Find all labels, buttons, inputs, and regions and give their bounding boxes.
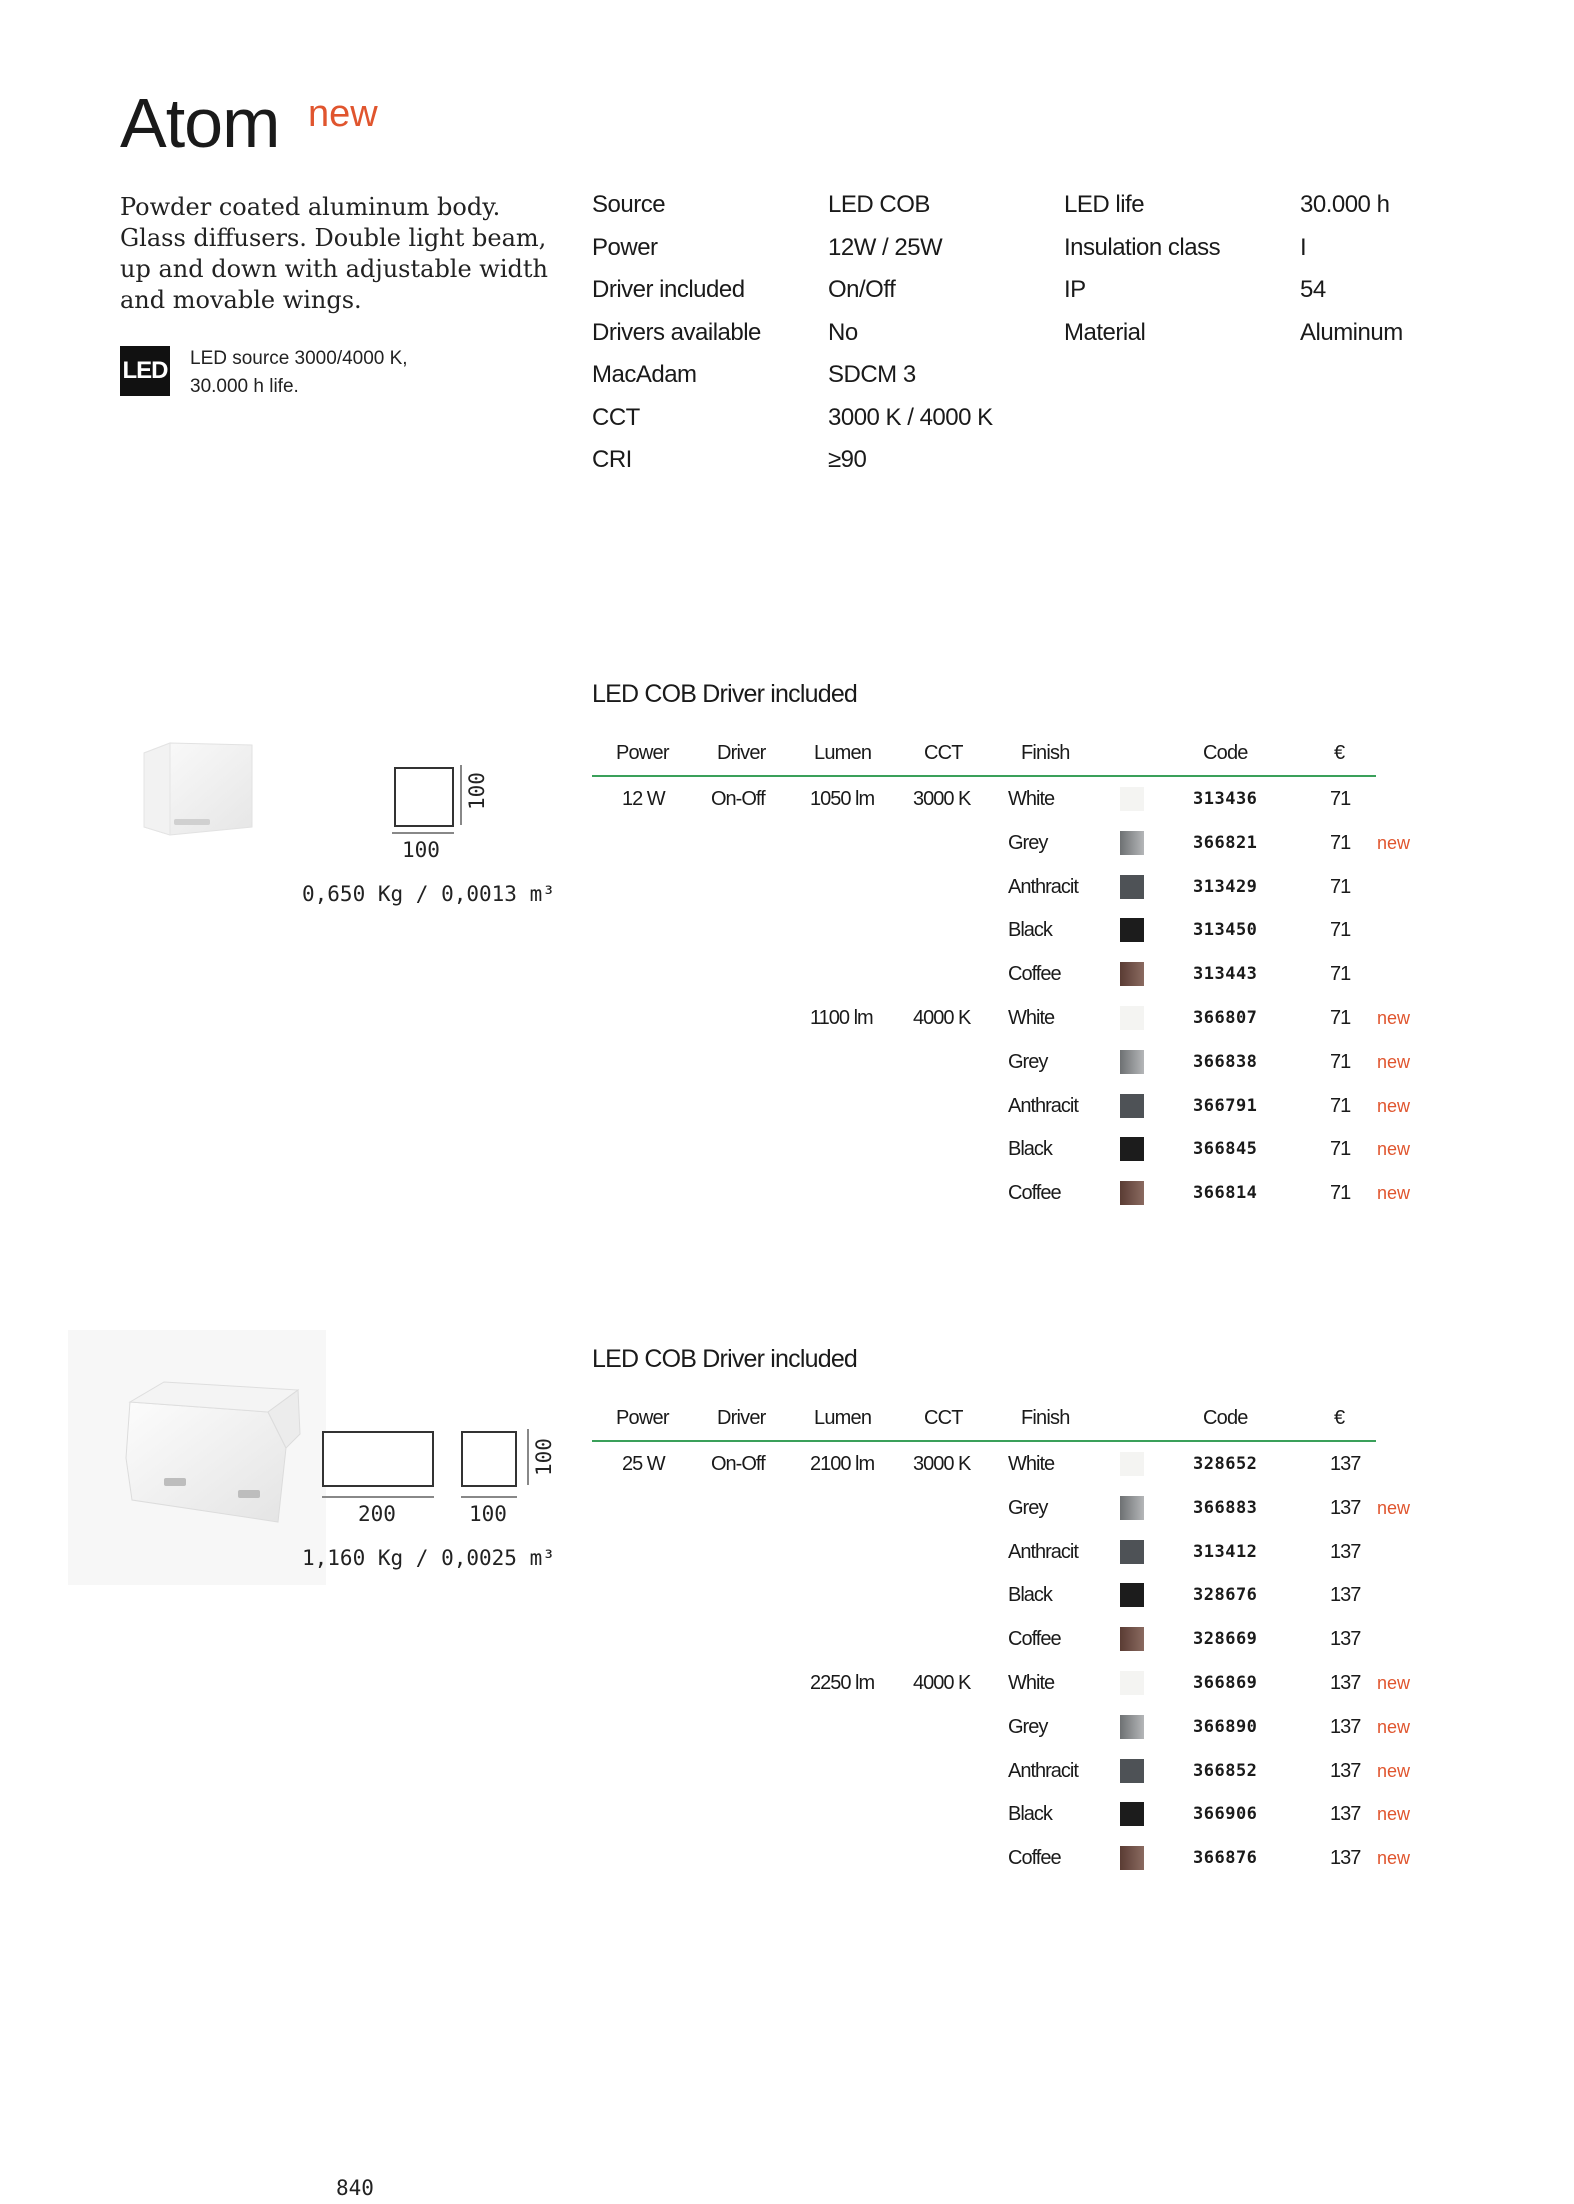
finish-name: White: [1008, 788, 1055, 810]
page-number: 840: [336, 2176, 374, 2200]
dimension-front-view: [322, 1431, 434, 1487]
column-header-cct: CCT: [924, 742, 963, 764]
new-badge: new: [1377, 1095, 1411, 1116]
cct-value: 4000 K: [913, 1007, 971, 1029]
finish-name: Black: [1008, 1584, 1052, 1607]
spec-label: LED life: [1064, 191, 1145, 218]
dimension-depth: 100: [469, 1502, 507, 1526]
finish-swatch: [1120, 1137, 1144, 1161]
spec-value: On/Off: [828, 276, 896, 303]
price-value: 71: [1330, 1182, 1351, 1205]
finish-name: Coffee: [1008, 963, 1061, 986]
finish-name: White: [1008, 1672, 1055, 1694]
finish-swatch: [1120, 1846, 1144, 1870]
finish-swatch: [1120, 962, 1144, 986]
driver-value: On-Off: [711, 1453, 765, 1475]
dimension-height: 100: [465, 772, 489, 810]
product-code: 366869: [1193, 1673, 1258, 1693]
led-icon: LED: [120, 346, 170, 396]
column-header-code: Code: [1203, 742, 1248, 764]
weight-volume: 0,650 Kg / 0,0013 m³: [302, 882, 555, 906]
dimension-line-height: [527, 1429, 529, 1485]
finish-name: Coffee: [1008, 1182, 1061, 1205]
lumen-value: 2250 lm: [810, 1672, 875, 1694]
cct-value: 3000 K: [913, 788, 971, 810]
product-code: 313429: [1193, 876, 1258, 897]
finish-swatch: [1120, 1715, 1144, 1739]
product-code: 366814: [1193, 1183, 1258, 1204]
price-value: 71: [1330, 963, 1351, 986]
product-code: 366883: [1193, 1497, 1258, 1518]
spec-label: MacAdam: [592, 361, 697, 388]
lumen-value: 1100 lm: [810, 1007, 873, 1029]
column-header-price: €: [1334, 1407, 1345, 1429]
column-header-driver: Driver: [717, 742, 766, 764]
product-code: 328669: [1193, 1629, 1258, 1650]
new-badge: new: [1377, 1183, 1411, 1204]
finish-name: Anthracit: [1008, 1540, 1078, 1563]
spec-value: LED COB: [828, 191, 930, 218]
new-badge: new: [1377, 1008, 1411, 1028]
column-header-price: €: [1334, 742, 1345, 764]
product-description: Powder coated aluminum body. Glass diffusers. Double light beam, up and down with adjustable width and movable wings.: [120, 193, 548, 314]
product-code: 313436: [1193, 789, 1258, 809]
price-value: 137: [1330, 1496, 1361, 1519]
dimension-line-width: [322, 1496, 434, 1498]
power-value: 25 W: [622, 1453, 665, 1475]
finish-swatch: [1120, 1094, 1144, 1118]
product-code: 366821: [1193, 832, 1258, 853]
column-header-power: Power: [616, 1407, 669, 1429]
spec-label: IP: [1064, 276, 1086, 303]
finish-swatch: [1120, 787, 1144, 811]
product-code: 366838: [1193, 1051, 1258, 1072]
price-value: 137: [1330, 1715, 1361, 1738]
spec-value: 30.000 h: [1300, 191, 1390, 218]
dimension-height: 100: [532, 1438, 556, 1476]
finish-swatch: [1120, 1050, 1144, 1074]
column-header-lumen: Lumen: [814, 1407, 872, 1429]
product-title: Atom: [120, 84, 280, 162]
finish-swatch: [1120, 1181, 1144, 1205]
cct-value: 4000 K: [913, 1672, 971, 1694]
product-code: 366906: [1193, 1804, 1258, 1825]
finish-name: Black: [1008, 1138, 1052, 1161]
spec-value: 12W / 25W: [828, 233, 943, 261]
finish-name: Grey: [1008, 831, 1048, 854]
new-badge: new: [1377, 1673, 1411, 1693]
dimension-line-width: [392, 832, 454, 834]
finish-name: Black: [1008, 1803, 1052, 1826]
dimension-side-view: [461, 1431, 517, 1487]
new-badge: new: [1377, 1848, 1411, 1869]
product-code: 366845: [1193, 1139, 1258, 1160]
price-value: 137: [1330, 1672, 1361, 1694]
price-value: 71: [1330, 788, 1351, 810]
product-code: 313443: [1193, 964, 1258, 985]
finish-swatch: [1120, 1583, 1144, 1607]
dimension-line-height: [460, 765, 462, 825]
spec-label: CRI: [592, 446, 632, 473]
new-badge: new: [1377, 1804, 1411, 1825]
column-header-driver: Driver: [717, 1407, 766, 1429]
product-image-large: [68, 1330, 326, 1585]
product-code: 366807: [1193, 1008, 1258, 1028]
price-value: 71: [1330, 875, 1351, 898]
finish-swatch: [1120, 1452, 1144, 1476]
driver-value: On-Off: [711, 788, 765, 810]
new-badge: new: [1377, 1760, 1411, 1781]
spec-label: Material: [1064, 318, 1146, 346]
power-value: 12 W: [622, 788, 665, 810]
product-code: 366890: [1193, 1716, 1258, 1737]
finish-swatch: [1120, 1759, 1144, 1783]
spec-label: Source: [592, 191, 666, 218]
price-value: 71: [1330, 1050, 1351, 1073]
spec-label: Driver included: [592, 276, 745, 303]
new-badge: new: [1377, 1051, 1411, 1072]
price-value: 71: [1330, 919, 1351, 942]
finish-name: Grey: [1008, 1715, 1048, 1738]
finish-name: Anthracit: [1008, 875, 1078, 898]
led-note-line1: LED source 3000/4000 K,: [190, 348, 408, 369]
price-value: 71: [1330, 1007, 1351, 1029]
finish-swatch: [1120, 875, 1144, 899]
header-rule: [592, 775, 1376, 777]
finish-name: Black: [1008, 919, 1052, 942]
dimension-line-depth: [461, 1496, 517, 1498]
price-value: 71: [1330, 831, 1351, 854]
product-code: 328652: [1193, 1454, 1258, 1474]
new-badge: new: [1377, 832, 1411, 853]
price-value: 137: [1330, 1584, 1361, 1607]
weight-volume: 1,160 Kg / 0,0025 m³: [302, 1546, 555, 1570]
price-value: 137: [1330, 1628, 1361, 1651]
column-header-lumen: Lumen: [814, 742, 872, 764]
finish-swatch: [1120, 918, 1144, 942]
price-value: 137: [1330, 1803, 1361, 1826]
spec-value: 54: [1300, 276, 1326, 303]
finish-name: Grey: [1008, 1050, 1048, 1073]
finish-name: Coffee: [1008, 1628, 1061, 1651]
new-badge: new: [1377, 1497, 1411, 1518]
finish-name: White: [1008, 1453, 1055, 1475]
spec-label: Drivers available: [592, 318, 761, 346]
dimension-width: 200: [358, 1502, 396, 1526]
spec-value: ≥90: [828, 446, 867, 473]
product-code: 366852: [1193, 1760, 1258, 1781]
finish-swatch: [1120, 1006, 1144, 1030]
spec-label: Insulation class: [1064, 233, 1221, 261]
led-note-line2: 30.000 h life.: [190, 376, 299, 397]
finish-swatch: [1120, 1671, 1144, 1695]
finish-swatch: [1120, 1496, 1144, 1520]
price-value: 71: [1330, 1138, 1351, 1161]
finish-swatch: [1120, 1540, 1144, 1564]
price-value: 71: [1330, 1094, 1351, 1117]
dimension-front-view: [394, 767, 454, 827]
section-title: LED COB Driver included: [592, 1345, 858, 1373]
product-image-small: [130, 735, 260, 850]
spec-value: 3000 K / 4000 K: [828, 403, 993, 431]
spec-value: Aluminum: [1300, 318, 1403, 346]
column-header-finish: Finish: [1021, 1407, 1070, 1429]
spec-label: CCT: [592, 403, 640, 431]
product-code: 313450: [1193, 920, 1258, 941]
spec-value: I: [1300, 233, 1307, 261]
lumen-value: 1050 lm: [810, 788, 875, 810]
product-code: 366876: [1193, 1848, 1258, 1869]
product-code: 328676: [1193, 1585, 1258, 1606]
column-header-finish: Finish: [1021, 742, 1070, 764]
finish-name: Coffee: [1008, 1847, 1061, 1870]
finish-name: Anthracit: [1008, 1759, 1078, 1782]
finish-name: White: [1008, 1007, 1055, 1029]
product-code: 313412: [1193, 1541, 1258, 1562]
new-badge: new: [308, 93, 378, 135]
price-value: 137: [1330, 1540, 1361, 1563]
finish-swatch: [1120, 831, 1144, 855]
column-header-code: Code: [1203, 1407, 1248, 1429]
header-rule: [592, 1440, 1376, 1442]
cct-value: 3000 K: [913, 1453, 971, 1475]
price-value: 137: [1330, 1759, 1361, 1782]
price-value: 137: [1330, 1847, 1361, 1870]
led-note: [190, 345, 408, 401]
column-header-cct: CCT: [924, 1407, 963, 1429]
lumen-value: 2100 lm: [810, 1453, 875, 1475]
price-value: 137: [1330, 1453, 1361, 1475]
finish-swatch: [1120, 1802, 1144, 1826]
finish-swatch: [1120, 1627, 1144, 1651]
finish-name: Grey: [1008, 1496, 1048, 1519]
spec-value: No: [828, 318, 858, 346]
dimension-width: 100: [402, 838, 440, 862]
new-badge: new: [1377, 1139, 1411, 1160]
finish-name: Anthracit: [1008, 1094, 1078, 1117]
new-badge: new: [1377, 1716, 1411, 1737]
product-code: 366791: [1193, 1095, 1258, 1116]
section-title: LED COB Driver included: [592, 680, 858, 708]
spec-value: SDCM 3: [828, 361, 916, 388]
spec-label: Power: [592, 233, 658, 261]
column-header-power: Power: [616, 742, 669, 764]
